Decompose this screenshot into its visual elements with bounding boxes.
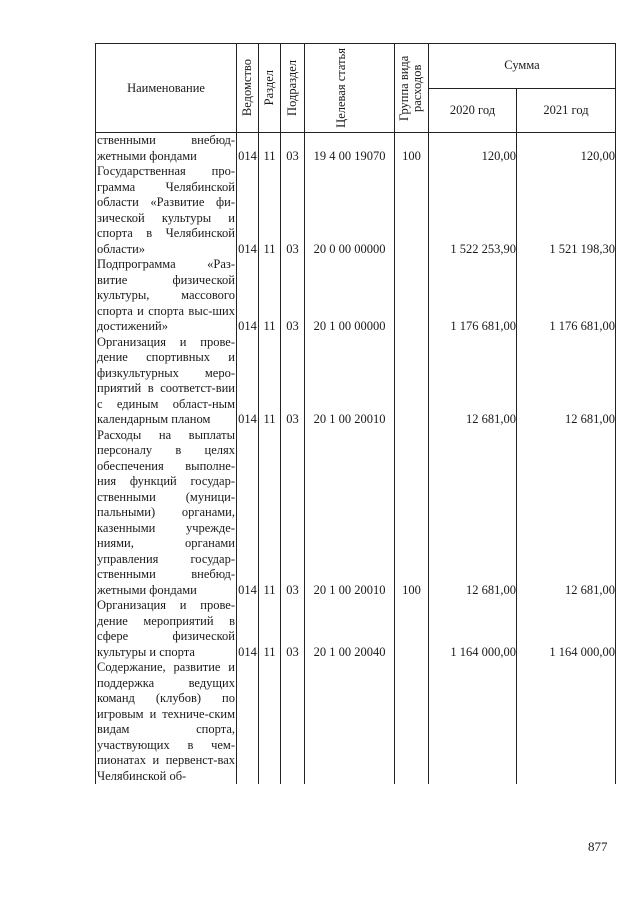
row-subsection: 03 — [281, 428, 305, 599]
row-target-article: 20 1 00 00000 — [305, 257, 395, 335]
header-department: Ведомство — [237, 44, 259, 133]
row-name: Организация и прове-дение спортивных и физкультурных меро-приятий в соответст-вии с единым област-ным календарным планом — [97, 334, 235, 426]
row-section: 11 — [259, 335, 281, 428]
row-target-article: 20 0 00 00000 — [305, 164, 395, 257]
table-row — [96, 133, 616, 165]
row-department: 014 — [237, 133, 259, 165]
row-expense-type-group: 100 — [395, 133, 429, 165]
row-amount-2021: 1 176 681,00 — [517, 257, 616, 335]
row-amount-2021: 1 164 000,00 — [517, 598, 616, 660]
row-target-article: 20 1 00 20010 — [305, 335, 395, 428]
row-expense-type-group — [395, 164, 429, 257]
row-amount-2021: 12 681,00 — [517, 428, 616, 599]
row-subsection: 03 — [281, 257, 305, 335]
row-name: Организация и прове-дение мероприятий в сфере физической культуры и спорта — [97, 598, 235, 659]
row-department — [237, 660, 259, 784]
row-expense-type-group: 100 — [395, 428, 429, 599]
row-name: Содержание, развитие и поддержка ведущих команд (клубов) по игровым и техниче-ским видам спорта, участвующих в чем-пионатах и первенст-вах Челябинской об- — [97, 660, 235, 783]
page-number: 877 — [588, 839, 608, 854]
table-row — [96, 428, 616, 599]
header-expense-type-group: Группа вида расходов — [395, 44, 429, 133]
row-target-article: 20 1 00 20010 — [305, 428, 395, 599]
table-row — [96, 164, 616, 257]
table-row — [96, 660, 616, 784]
row-section: 11 — [259, 164, 281, 257]
row-expense-type-group — [395, 257, 429, 335]
header-target-article: Целевая статья — [305, 44, 395, 133]
row-amount-2020: 1 522 253,90 — [429, 164, 517, 257]
row-amount-2020: 1 176 681,00 — [429, 257, 517, 335]
row-amount-2021: 1 521 198,30 — [517, 164, 616, 257]
row-amount-2020: 12 681,00 — [429, 428, 517, 599]
header-subsection: Подраздел — [281, 44, 305, 133]
row-department: 014 — [237, 598, 259, 660]
row-name: ственными внебюд-жетными фондами — [97, 133, 235, 163]
row-amount-2021: 12 681,00 — [517, 335, 616, 428]
header-year-2020: 2020 год — [429, 88, 517, 133]
table-row — [96, 335, 616, 428]
row-amount-2020 — [429, 660, 517, 784]
row-section: 11 — [259, 257, 281, 335]
row-subsection — [281, 660, 305, 784]
row-section — [259, 660, 281, 784]
row-target-article: 19 4 00 19070 — [305, 133, 395, 165]
row-section: 11 — [259, 133, 281, 165]
row-section: 11 — [259, 598, 281, 660]
row-expense-type-group — [395, 598, 429, 660]
row-subsection: 03 — [281, 164, 305, 257]
row-amount-2021: 120,00 — [517, 133, 616, 165]
row-target-article: 20 1 00 20040 — [305, 598, 395, 660]
row-amount-2020: 1 164 000,00 — [429, 598, 517, 660]
row-target-article — [305, 660, 395, 784]
row-subsection: 03 — [281, 335, 305, 428]
row-amount-2020: 12 681,00 — [429, 335, 517, 428]
row-department: 014 — [237, 164, 259, 257]
budget-table — [95, 43, 616, 784]
row-section: 11 — [259, 428, 281, 599]
row-name: Расходы на выплаты персоналу в целях обеспечения выполне-ния функций государ-ственными (муници-пальными) органами, казенными учрежде-ниями, органами управления государ-ственными внебюд-жетными фондами — [97, 427, 235, 597]
row-department: 014 — [237, 335, 259, 428]
row-name: Государственная про-грамма Челябинской области «Развитие фи-зической культуры и спорта в Челябинской области» — [97, 164, 235, 256]
row-amount-2021 — [517, 660, 616, 784]
row-expense-type-group — [395, 335, 429, 428]
row-amount-2020: 120,00 — [429, 133, 517, 165]
row-subsection: 03 — [281, 133, 305, 165]
header-amount: Сумма — [429, 44, 616, 89]
table-row — [96, 598, 616, 660]
header-name: Наименование — [96, 44, 237, 133]
row-department: 014 — [237, 428, 259, 599]
row-expense-type-group — [395, 660, 429, 784]
row-subsection: 03 — [281, 598, 305, 660]
row-name: Подпрограмма «Раз-витие физической культуры, массового спорта и спорта выс-ших достижений» — [97, 257, 235, 333]
table-row — [96, 257, 616, 335]
row-department: 014 — [237, 257, 259, 335]
header-year-2021: 2021 год — [517, 88, 616, 133]
header-section: Раздел — [259, 44, 281, 133]
